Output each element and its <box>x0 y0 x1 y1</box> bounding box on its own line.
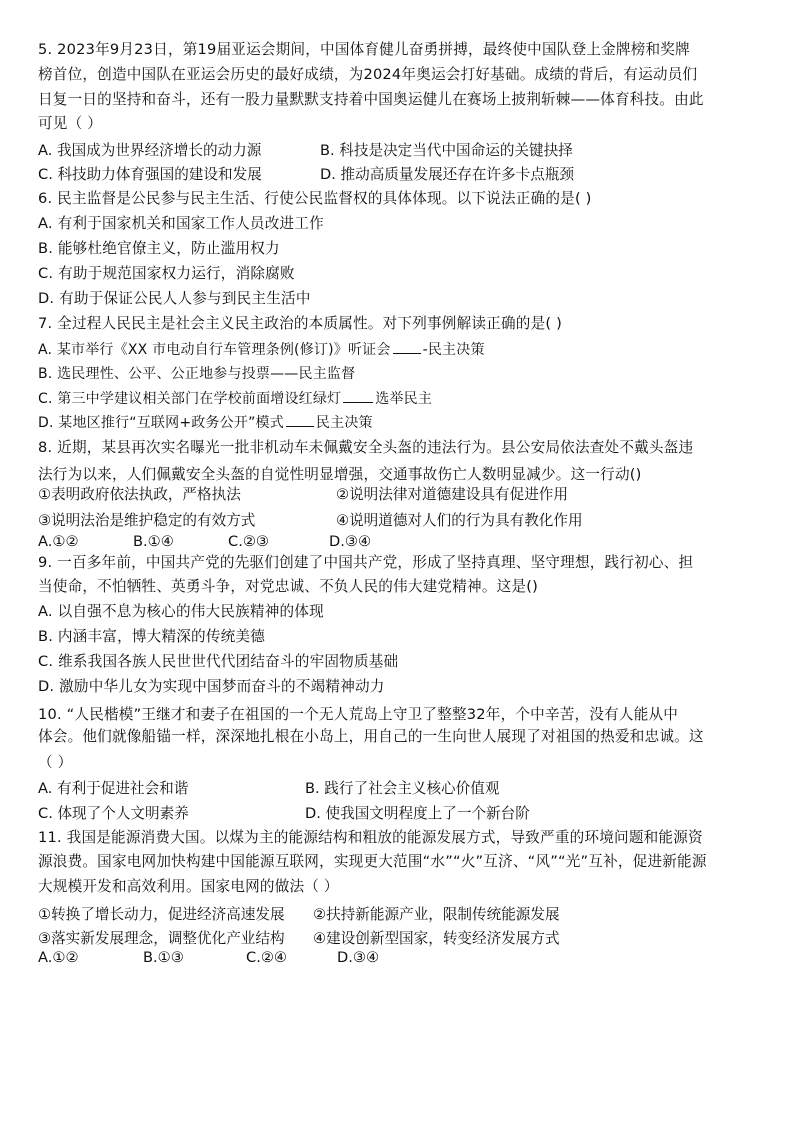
q10-option-d: D. 使我国文明程度上了一个新台阶 <box>305 805 530 822</box>
q7-option-b: B. 选民理性、公平、公正地参与投票——民主监督 <box>38 366 356 382</box>
q10-line-1: 10. “人民楷模”王继才和妻子在祖国的一个无人荒岛上守卫了整整32年，个中辛苦，没有人能从中 <box>38 706 679 723</box>
q5-option-d: D. 推动高质量发展还存在许多卡点瓶颈 <box>320 166 575 183</box>
q8-choice-c: C.②③ <box>228 533 269 550</box>
q5-option-b: B. 科技是决定当代中国命运的关键抉择 <box>320 142 573 159</box>
q8-choice-b: B.①④ <box>133 533 174 550</box>
q11-choice-b: B.①③ <box>143 949 184 966</box>
q10-line-2: 体会。他们就像船锚一样，深深地扎根在小岛上，用自己的一生向世人展现了对祖国的热爱和忠诚。这 <box>38 728 704 745</box>
q6-stem: 6. 民主监督是公民参与民主生活、行使公民监督权的具体体现。以下说法正确的是( ) <box>38 190 592 207</box>
q9-option-d: D. 激励中华儿女为实现中国梦而奋斗的不竭精神动力 <box>38 678 385 695</box>
q5-line-3: 日复一日的坚持和奋斗，还有一股力量默默支持着中国奥运健儿在赛场上披荆斩棘——体育科技。由此 <box>38 91 704 108</box>
q11-choice-d: D.③④ <box>337 949 380 966</box>
q6-option-c: C. 有助于规范国家权力运行，消除腐败 <box>38 265 295 282</box>
q9-option-a: A. 以自强不息为核心的伟大民族精神的体现 <box>38 603 324 620</box>
q5-option-c: C. 科技助力体育强国的建设和发展 <box>38 166 262 183</box>
q7-option-a-blank <box>393 339 421 354</box>
q7-option-c-blank <box>343 388 373 403</box>
q8-item-2: ②说明法律对道德建设具有促进作用 <box>336 486 568 503</box>
q9-option-b: B. 内涵丰富，博大精深的传统美德 <box>38 628 266 645</box>
q11-line-2: 源浪费。国家电网加快构建中国能源互联网，实现更大范围“水”“火”互济、“风”“光”互补，促进新能源 <box>38 853 707 870</box>
q10-option-b: B. 践行了社会主义核心价值观 <box>305 780 500 797</box>
q6-option-b: B. 能够杜绝官僚主义，防止滥用权力 <box>38 240 280 257</box>
q8-item-4: ④说明道德对人们的行为具有教化作用 <box>336 512 583 529</box>
q11-choice-a: A.①② <box>38 949 79 966</box>
q8-choice-d: D.③④ <box>329 533 372 550</box>
q5-line-1: 5. 2023年9月23日，第19届亚运会期间，中国体育健儿奋勇拼搏，最终使中国队登上金牌榜和奖牌 <box>38 41 690 58</box>
q5-option-a: A. 我国成为世界经济增长的动力源 <box>38 142 262 159</box>
q7-stem: 7. 全过程人民民主是社会主义民主政治的本质属性。对下列事例解读正确的是( ) <box>38 315 562 332</box>
q11-line-3: 大规模开发和高效利用。国家电网的做法（ ） <box>38 878 339 895</box>
q11-line-1: 11. 我国是能源消费大国。以煤为主的能源结构和粗放的能源发展方式，导致严重的环境问题和能源资 <box>38 829 703 846</box>
q9-line-2: 当使命，不怕牺牲、英勇斗争，对党忠诚、不负人民的伟大建党精神。这是() <box>38 578 538 595</box>
q9-option-c: C. 维系我国各族人民世世代代团结奋斗的牢固物质基础 <box>38 653 399 670</box>
q5-line-2: 榜首位，创造中国队在亚运会历史的最好成绩，为2024年奥运会打好基础。成绩的背后，有运动员们 <box>38 66 698 83</box>
q7-option-c-suffix: 选举民主 <box>375 391 433 407</box>
q10-option-a: A. 有利于促进社会和谐 <box>38 780 189 797</box>
q11-item-4: ④建设创新型国家，转变经济发展方式 <box>313 930 560 947</box>
q7-option-c-text: C. 第三中学建议相关部门在学校前面增设红绿灯 <box>38 391 342 407</box>
q7-option-d-suffix: 民主决策 <box>315 415 373 431</box>
q8-line-1: 8. 近期，某县再次实名曝光一批非机动车未佩戴安全头盔的违法行为。县公安局依法查处不戴头盔违 <box>38 439 694 456</box>
q11-item-2: ②扶持新能源产业，限制传统能源发展 <box>313 906 560 923</box>
q10-option-c: C. 体现了个人文明素养 <box>38 805 189 822</box>
q7-option-a <box>38 339 485 361</box>
q8-line-2: 法行为以来，人们佩戴安全头盔的自觉性明显增强，交通事故伤亡人数明显减少。这一行动() <box>38 466 642 483</box>
q7-option-c <box>38 388 432 410</box>
q11-item-3: ③落实新发展理念，调整优化产业结构 <box>38 930 285 947</box>
q8-choice-a: A.①② <box>38 533 79 550</box>
q5-line-4: 可见（ ） <box>38 115 103 132</box>
q7-option-a-suffix: -民主决策 <box>422 342 485 358</box>
q6-option-d: D. 有助于保证公民人人参与到民主生活中 <box>38 290 311 307</box>
q7-option-d <box>38 412 373 434</box>
q9-line-1: 9. 一百多年前，中国共产党的先驱们创建了中国共产党，形成了坚持真理、坚守理想，践行初心、担 <box>38 554 694 571</box>
q7-option-a-text: A. 某市举行《XX 市电动自行车管理条例(修订)》听证会 <box>38 342 391 358</box>
q6-option-a: A. 有利于国家机关和国家工作人员改进工作 <box>38 215 324 232</box>
q8-item-1: ①表明政府依法执政，严格执法 <box>38 486 241 503</box>
q7-option-d-text: D. 某地区推行“互联网+政务公开”模式 <box>38 415 284 431</box>
q10-line-3: （ ） <box>38 754 73 771</box>
q8-item-3: ③说明法治是维护稳定的有效方式 <box>38 512 256 529</box>
q11-item-1: ①转换了增长动力，促进经济高速发展 <box>38 906 285 923</box>
q11-choice-c: C.②④ <box>246 949 287 966</box>
q7-option-d-blank <box>286 412 314 427</box>
